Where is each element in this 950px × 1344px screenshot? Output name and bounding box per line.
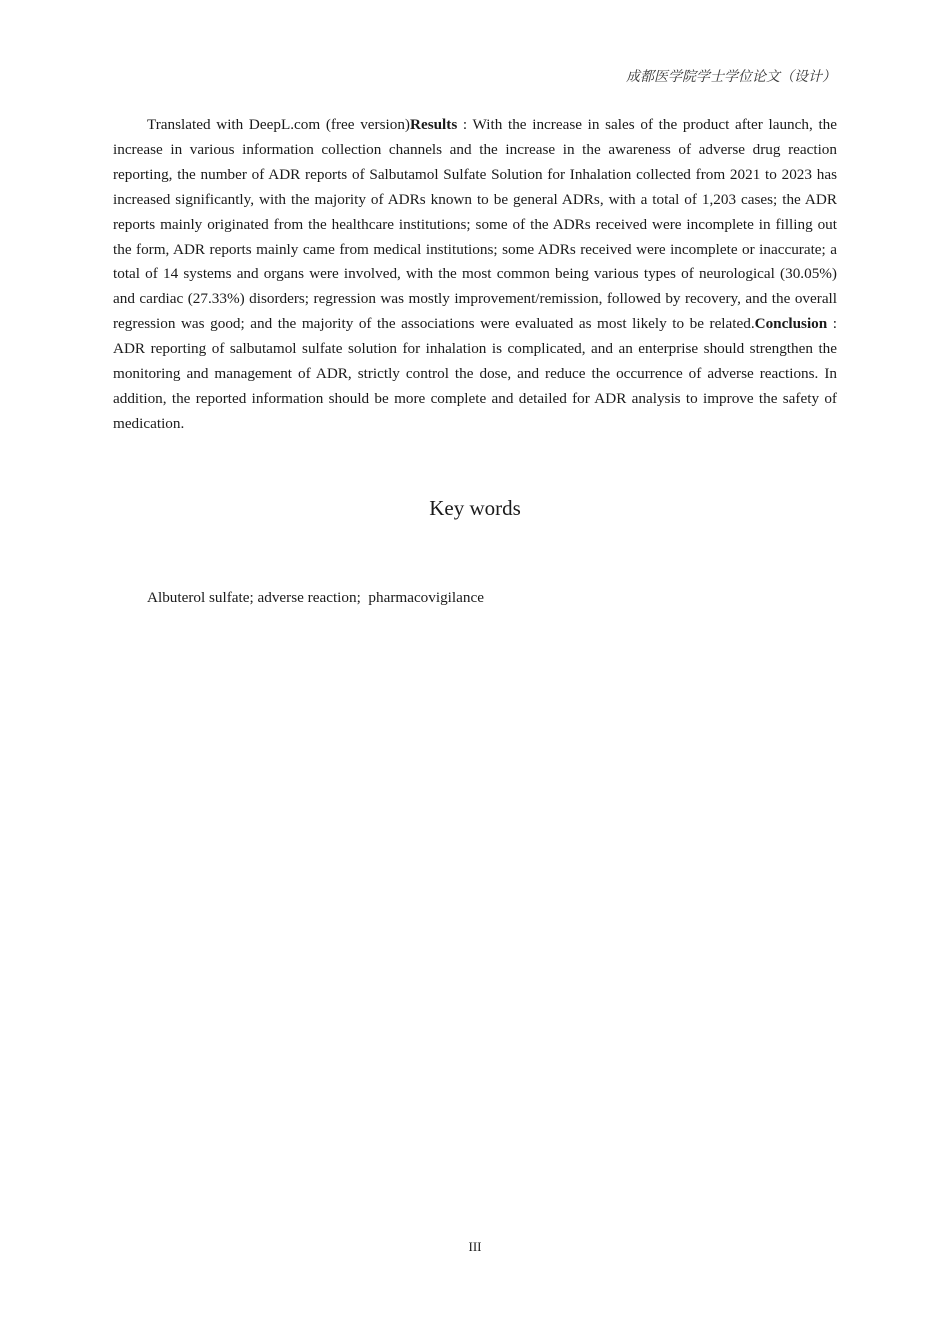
conclusion-text: : ADR reporting of salbutamol sulfate solution for inhalation is complicated, and an enterprise should strengthen the monitoring and management of ADR, strictly control the dose, and reduce the occurrence of adverse reactions. In addition, the reported information should be more complete and detailed for ADR analysis to improve the safety of medication. [113, 315, 837, 432]
conclusion-label: Conclusion [754, 315, 828, 333]
running-header: 成都医学院学士学位论文（设计） [626, 69, 836, 85]
keywords-list: Albuterol sulfate; adverse reaction; pharmacovigilance [147, 589, 484, 606]
translator-note: Translated with DeepL.com (free version) [147, 116, 410, 133]
keywords-heading: Key words [429, 496, 521, 520]
page-number: III [468, 1239, 482, 1254]
results-text: : With the increase in sales of the product after launch, the increase in various information collection channels and the increase in the awareness of adverse drug reaction reporting, the number of ADR reports of Salbutamol Sulfate Solution for Inhalation collected from 2021 to 2023 has increased significantly, with the majority of ADRs known to be general ADRs, with a total of 1,203 cases; the ADR reports mainly originated from the healthcare institutions; some of the ADRs received were incomplete in filling out the form, ADR reports mainly came from medical institutions; some ADRs received were incomplete or inaccurate; a total of 14 systems and organs were involved, with the most common being various types of neurological (30.05%) and cardiac (27.33%) disorders; regression was mostly improvement/remission, followed by recovery, and the overall regression was good; and the majority of the associations were evaluated as most likely to be related. [113, 116, 838, 333]
abstract-paragraph [113, 113, 837, 437]
results-label: Results [409, 116, 458, 133]
